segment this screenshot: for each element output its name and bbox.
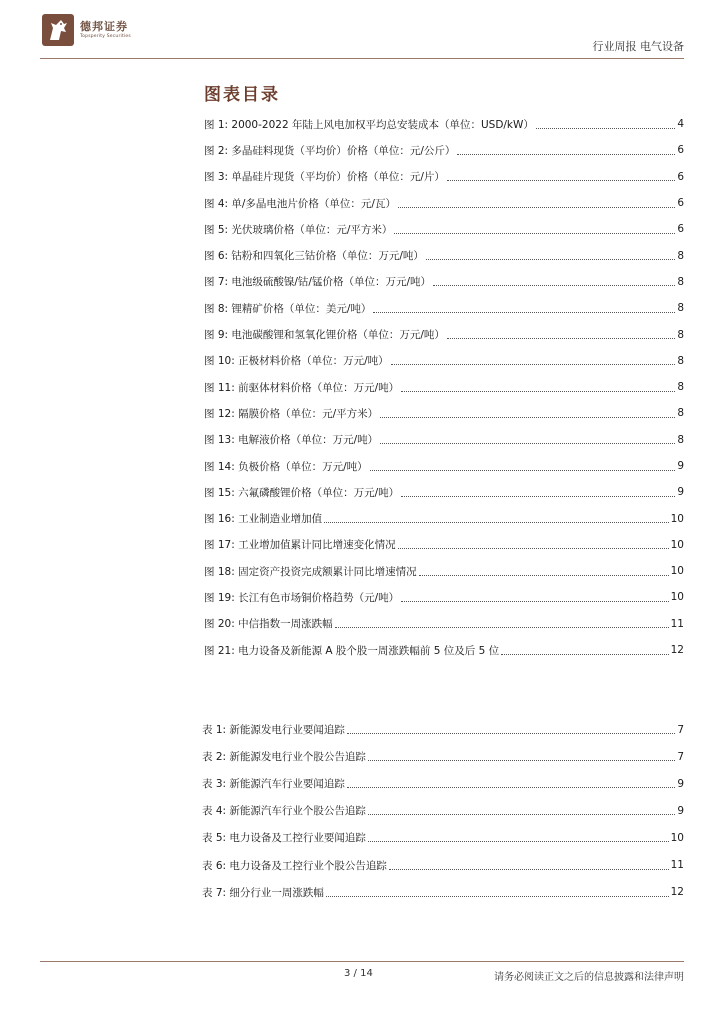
logo-horse-icon — [42, 14, 74, 46]
figure-entry-label: 图 18: 固定资产投资完成额累计同比增速情况 — [204, 565, 417, 578]
figure-entry[interactable] — [204, 374, 684, 400]
figure-entry[interactable] — [204, 584, 684, 610]
dot-leader — [501, 654, 668, 655]
figure-entry-label: 图 17: 工业增加值累计同比增速变化情况 — [204, 539, 396, 552]
figure-entry-label: 图 20: 中信指数一周涨跌幅 — [204, 618, 333, 631]
figure-entry-page: 10 — [670, 565, 684, 578]
figure-entry-label: 图 19: 长江有色市场铜价格趋势（元/吨） — [204, 591, 400, 604]
dot-leader — [335, 627, 669, 628]
figure-entry-page: 4 — [677, 118, 684, 131]
figure-entry-page: 8 — [677, 433, 684, 446]
table-entry-page: 7 — [677, 723, 684, 736]
figure-entry-page: 8 — [677, 381, 684, 394]
figure-entry-label: 图 8: 锂精矿价格（单位：美元/吨） — [204, 302, 372, 315]
table-entry-page: 9 — [677, 804, 684, 817]
figure-entry[interactable] — [204, 611, 684, 637]
figure-entry[interactable] — [204, 427, 684, 453]
dot-leader — [457, 154, 675, 155]
figure-entry[interactable] — [204, 637, 684, 663]
figure-entry[interactable] — [204, 348, 684, 374]
table-entry-page: 9 — [677, 777, 684, 790]
dot-leader — [447, 180, 675, 181]
figure-entry-page: 11 — [670, 617, 684, 630]
dot-leader — [389, 869, 669, 870]
page-header — [0, 0, 724, 62]
dot-leader — [391, 364, 676, 365]
table-entry-label: 表 3: 新能源汽车行业要闻追踪 — [202, 778, 345, 791]
figure-entry-page: 8 — [677, 328, 684, 341]
figure-entry-label: 图 12: 隔膜价格（单位：元/平方米） — [204, 407, 379, 420]
table-entry[interactable] — [202, 824, 684, 851]
table-entry-page: 10 — [670, 831, 684, 844]
footer-disclaimer: 请务必阅读正文之后的信息披露和法律声明 — [494, 972, 684, 983]
table-entry-label: 表 2: 新能源发电行业个股公告追踪 — [202, 751, 366, 764]
dot-leader — [347, 787, 675, 788]
figure-entry-label: 图 11: 前驱体材料价格（单位：万元/吨） — [204, 381, 400, 394]
dot-leader — [401, 601, 669, 602]
figure-entry[interactable] — [204, 558, 684, 584]
figure-entry-page: 9 — [677, 460, 684, 472]
dot-leader — [419, 575, 669, 576]
table-entry[interactable] — [202, 716, 684, 743]
figure-entry-label: 图 10: 正极材料价格（单位：万元/吨） — [204, 355, 389, 368]
figure-entry[interactable] — [204, 111, 684, 137]
figure-entry-label: 图 1: 2000-2022 年陆上风电加权平均总安装成本（单位：USD/kW） — [204, 118, 534, 131]
dot-leader — [368, 760, 675, 761]
figure-entry[interactable] — [204, 505, 684, 531]
dot-leader — [426, 259, 675, 260]
header-divider — [40, 58, 684, 59]
figure-entry-label: 图 4: 单/多晶电池片价格（单位：元/瓦） — [204, 197, 396, 210]
table-entry-label: 表 6: 电力设备及工控行业个股公告追踪 — [202, 859, 387, 872]
page-number: 3 / 14 — [344, 968, 373, 979]
figure-entry[interactable] — [204, 190, 684, 216]
table-entry[interactable] — [202, 797, 684, 824]
table-entry[interactable] — [202, 743, 684, 770]
dot-leader — [324, 522, 669, 523]
figure-entry-page: 6 — [677, 197, 684, 210]
figure-entry-page: 10 — [670, 538, 684, 551]
dot-leader — [398, 207, 675, 208]
figure-entry-page: 8 — [677, 275, 684, 288]
dot-leader — [433, 285, 675, 286]
logo-chinese-name: 德邦证券 — [80, 20, 128, 33]
table-entry-label: 表 1: 新能源发电行业要闻追踪 — [202, 724, 345, 737]
dot-leader — [394, 233, 675, 234]
table-entry-page: 7 — [677, 750, 684, 763]
figure-entry-page: 6 — [677, 144, 684, 157]
figure-entry-page: 10 — [670, 591, 684, 604]
figure-entry[interactable] — [204, 453, 684, 479]
figure-entry-page: 6 — [677, 170, 684, 183]
figure-entry-page: 8 — [677, 354, 684, 367]
figure-entry-page: 6 — [677, 223, 684, 236]
figure-entry[interactable] — [204, 532, 684, 558]
figure-list — [204, 111, 684, 663]
report-category: 行业周报 电气设备 — [592, 40, 684, 53]
figure-entry[interactable] — [204, 479, 684, 505]
dot-leader — [370, 470, 676, 471]
figure-entry-page: 12 — [670, 644, 684, 657]
dot-leader — [401, 391, 675, 392]
figure-entry-label: 图 2: 多晶硅料现货（平均价）价格（单位：元/公斤） — [204, 144, 456, 157]
table-entry-label: 表 5: 电力设备及工控行业要闻追踪 — [202, 832, 366, 845]
dot-leader — [380, 443, 675, 444]
figure-entry-page: 8 — [677, 302, 684, 315]
table-entry-label: 表 4: 新能源汽车行业个股公告追踪 — [202, 805, 366, 818]
figure-entry[interactable] — [204, 164, 684, 190]
dot-leader — [368, 841, 669, 842]
dot-leader — [373, 312, 675, 313]
figure-entry-page: 8 — [677, 407, 684, 420]
dot-leader — [398, 548, 669, 549]
figure-entry-label: 图 6: 钴粉和四氧化三钴价格（单位：万元/吨） — [204, 250, 424, 263]
dot-leader — [380, 417, 675, 418]
table-entry[interactable] — [202, 851, 684, 878]
dot-leader — [326, 896, 669, 897]
figure-entry-label: 图 5: 光伏玻璃价格（单位：元/平方米） — [204, 223, 393, 236]
company-logo — [42, 14, 131, 46]
figure-entry-label: 图 13: 电解液价格（单位：万元/吨） — [204, 434, 379, 447]
dot-leader — [368, 814, 675, 815]
table-list — [202, 716, 684, 906]
figure-entry-label: 图 3: 单晶硅片现货（平均价）价格（单位：元/片） — [204, 171, 445, 184]
figure-entry-label: 图 7: 电池级硫酸镍/钴/锰价格（单位：万元/吨） — [204, 276, 432, 289]
logo-english-name: Topsperity Securities — [80, 34, 131, 39]
figure-entry-label: 图 16: 工业制造业增加值 — [204, 513, 323, 526]
figure-entry-label: 图 9: 电池碳酸锂和氢氧化锂价格（单位：万元/吨） — [204, 329, 445, 342]
dot-leader — [447, 338, 675, 339]
dot-leader — [536, 128, 675, 129]
figure-entry-page: 10 — [670, 512, 684, 525]
figure-entry[interactable] — [204, 295, 684, 321]
figure-entry-page: 9 — [677, 486, 684, 499]
figure-entry[interactable] — [204, 269, 684, 295]
dot-leader — [401, 496, 675, 497]
table-entry-page: 12 — [670, 886, 684, 899]
figure-entry[interactable] — [204, 137, 684, 163]
figure-entry[interactable] — [204, 321, 684, 347]
table-entry-label: 表 7: 细分行业一周涨跌幅 — [202, 886, 324, 899]
figure-entry[interactable] — [204, 216, 684, 242]
figure-entry-page: 8 — [677, 249, 684, 262]
figure-entry-label: 图 21: 电力设备及新能源 A 股个股一周涨跌幅前 5 位及后 5 位 — [204, 644, 500, 657]
table-entry[interactable] — [202, 770, 684, 797]
figure-entry[interactable] — [204, 242, 684, 268]
figure-entry-label: 图 14: 负极价格（单位：万元/吨） — [204, 460, 368, 473]
footer-divider — [40, 961, 684, 962]
figure-entry-label: 图 15: 六氟磷酸锂价格（单位：万元/吨） — [204, 486, 400, 499]
table-entry[interactable] — [202, 879, 684, 906]
toc-title: 图表目录 — [204, 85, 280, 105]
figure-entry[interactable] — [204, 400, 684, 426]
dot-leader — [347, 733, 675, 734]
table-entry-page: 11 — [670, 859, 684, 872]
